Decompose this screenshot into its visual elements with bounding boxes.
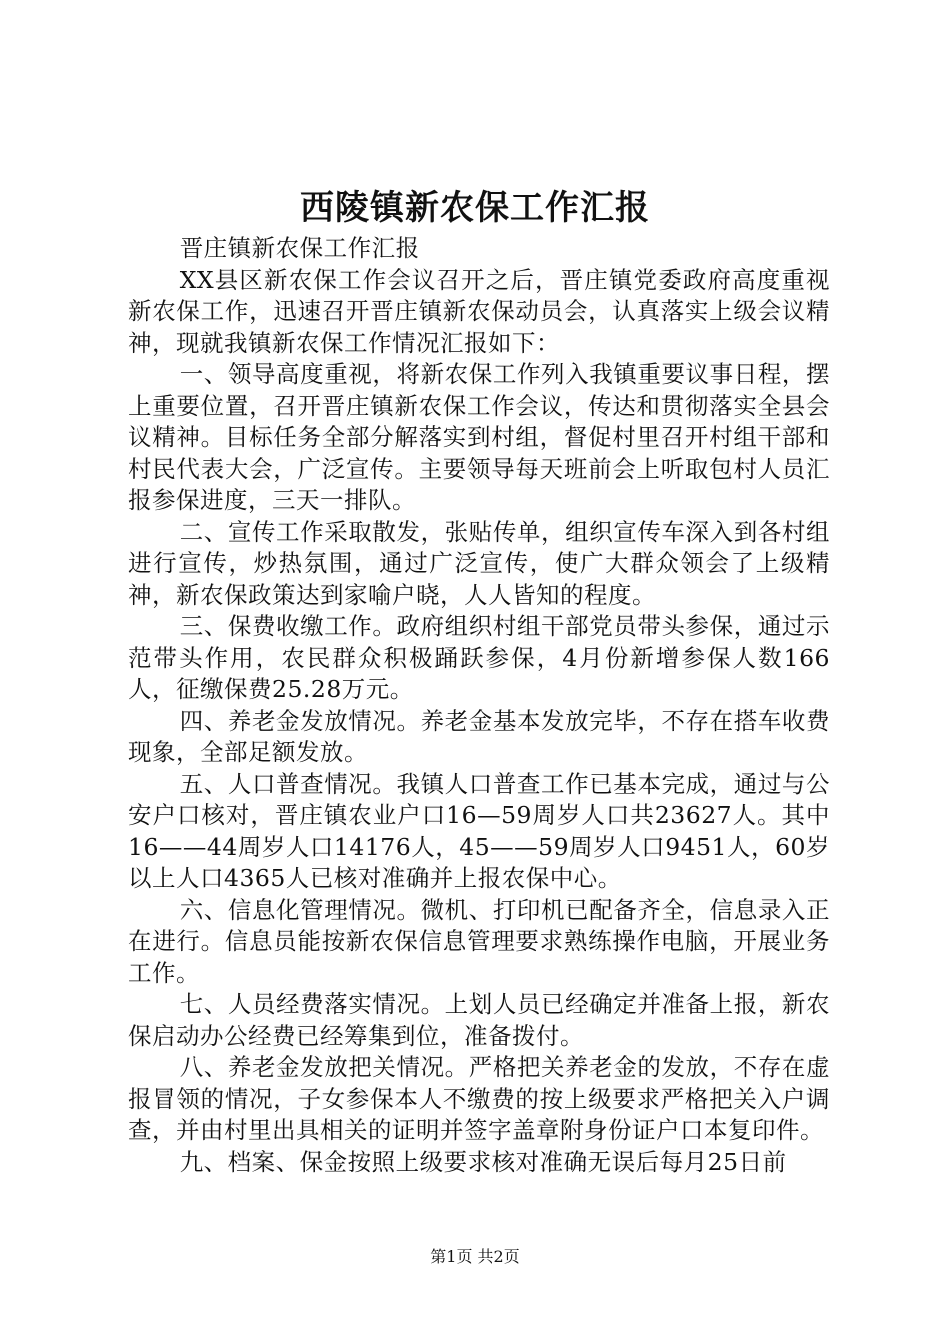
paragraph-item-8: 八、养老金发放把关情况。严格把关养老金的发放，不存在虚报冒领的情况，子女参保本人不缴费的按上级要求严格把关入户调查，并由村里出具相关的证明并签字盖章附身份证户口本复印件。: [128, 1053, 830, 1144]
document-body: [128, 233, 830, 1178]
paragraph-item-5: 五、人口普查情况。我镇人口普查工作已基本完成，通过与公安户口核对，晋庄镇农业户口16—59周岁人口共23627人。其中16——44周岁人口14176人，45——59周岁人口9451人，60岁以上人口4365人已核对准确并上报农保中心。: [128, 769, 830, 892]
document-title: 西陵镇新农保工作汇报: [300, 188, 650, 228]
paragraph-item-6: 六、信息化管理情况。微机、打印机已配备齐全，信息录入正在进行。信息员能按新农保信息管理要求熟练操作电脑，开展业务工作。: [128, 895, 830, 987]
paragraph-intro: XX县区新农保工作会议召开之后，晋庄镇党委政府高度重视新农保工作，迅速召开晋庄镇新农保动员会，认真落实上级会议精神，现就我镇新农保工作情况汇报如下：: [128, 265, 830, 357]
paragraph-subtitle: 晋庄镇新农保工作汇报: [179, 234, 420, 262]
page-number-footer: 第1页 共2页: [430, 1247, 520, 1266]
paragraph-item-3: 三、保费收缴工作。政府组织村组干部党员带头参保，通过示范带头作用，农民群众积极踊跃参保，4月份新增参保人数166人，征缴保费25.28万元。: [128, 612, 830, 703]
paragraph-item-2: 二、宣传工作采取散发，张贴传单，组织宣传车深入到各村组进行宣传，炒热氛围，通过广泛宣传，使广大群众领会了上级精神，新农保政策达到家喻户晓，人人皆知的程度。: [128, 517, 830, 609]
paragraph-item-7: 七、人员经费落实情况。上划人员已经确定并准备上报，新农保启动办公经费已经筹集到位，准备拨付。: [128, 990, 830, 1050]
paragraph-item-9: 九、档案、保金按照上级要求核对准确无误后每月25日前: [179, 1147, 787, 1176]
paragraph-item-1: 一、领导高度重视，将新农保工作列入我镇重要议事日程，摆上重要位置，召开晋庄镇新农保工作会议，传达和贯彻落实全县会议精神。目标任务全部分解落实到村组，督促村里召开村组干部和村民代表大会，广泛宣传。主要领导每天班前会上听取包村人员汇报参保进度，三天一排队。: [128, 360, 830, 514]
paragraph-item-4: 四、养老金发放情况。养老金基本发放完毕，不存在搭车收费现象，全部足额发放。: [128, 706, 830, 766]
